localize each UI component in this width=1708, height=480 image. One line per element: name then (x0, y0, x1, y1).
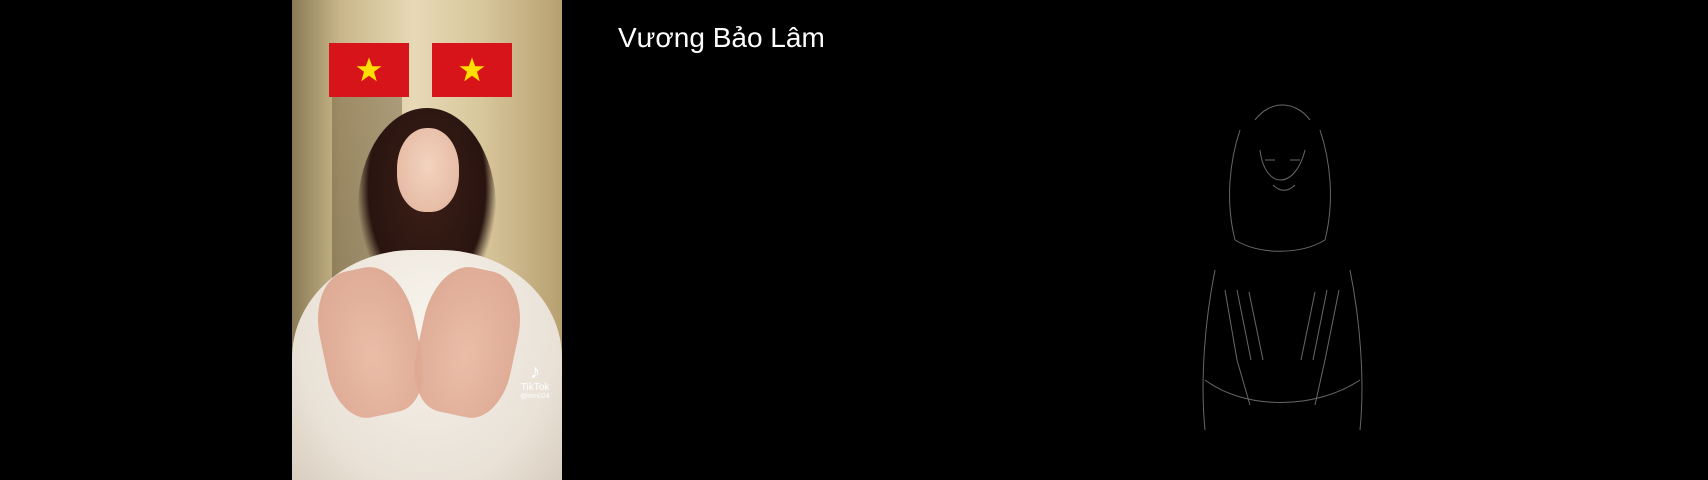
tiktok-brand: TikTok (520, 382, 550, 393)
vietnam-flag-icon (329, 43, 409, 97)
tiktok-logo-icon: ♪ (530, 361, 540, 383)
page-title: Vương Bảo Lâm (618, 22, 825, 53)
tiktok-handle: @lien024 (520, 393, 550, 400)
vietnam-flag-icon (432, 43, 512, 97)
person-face (397, 128, 459, 212)
edge-detection-panel (1145, 0, 1415, 480)
tiktok-watermark (512, 362, 558, 410)
video-frame[interactable] (292, 0, 562, 480)
